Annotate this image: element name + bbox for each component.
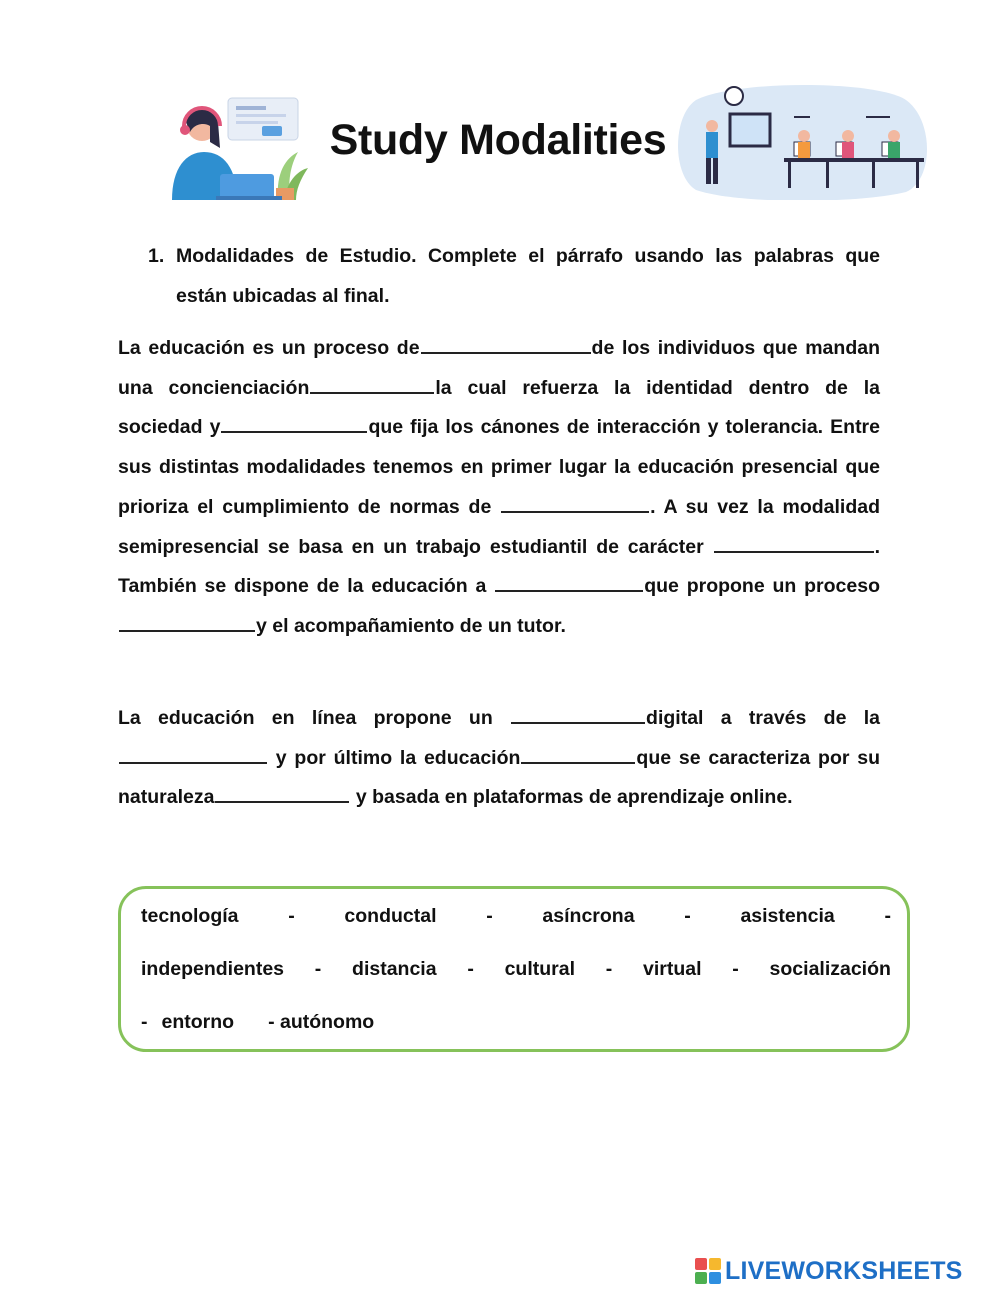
blank-input-4[interactable] [501, 494, 649, 513]
paragraph-2 [118, 699, 880, 818]
word-bank-item: socialización [769, 958, 891, 980]
word-bank-item: cultural [504, 958, 576, 980]
word-bank-row [141, 905, 891, 928]
liveworksheets-logo[interactable] [695, 1256, 963, 1286]
blank-input-3[interactable] [221, 414, 367, 433]
paragraph-text: digital a través de la [646, 707, 881, 729]
blank-input-10[interactable] [521, 745, 635, 764]
word-bank-item: conductal [344, 905, 437, 927]
word-bank-separator: - [288, 905, 295, 927]
word-bank-item: asíncrona [542, 905, 635, 927]
word-bank-separator: - [467, 958, 474, 980]
exercise-instruction [148, 236, 880, 316]
paragraph-text: que fija los cánones de interacción y tolerancia. Entre sus distintas modalidades tenemos en primer lugar la educación presencial que prioriza el cumplimiento de normas de [118, 416, 880, 518]
word-bank-separator: - [732, 958, 739, 980]
word-bank-item: virtual [643, 958, 702, 980]
blank-input-2[interactable] [310, 375, 434, 394]
paragraph-text: . También se dispone de la educación a [118, 535, 881, 598]
exercise-number: 1. [148, 245, 165, 267]
word-bank-separator: - [684, 905, 691, 927]
brand-name: LIVEWORKSHEETS [725, 1256, 963, 1285]
page-title: Study Modalities [329, 116, 667, 164]
brand-blocks-icon [695, 1258, 721, 1284]
paragraph-text: y por último la educación [275, 746, 521, 769]
instruction-text: Modalidades de Estudio. Complete el párrafo usando las palabras que están ubicadas al final. [176, 245, 880, 307]
paragraph-text: La educación es un proceso de [118, 337, 420, 359]
paragraph-text: . A su vez la modalidad semipresencial se basa en un trabajo estudiantil de carácter [118, 495, 880, 558]
word-bank-item: entorno [161, 1011, 235, 1033]
word-bank-separator: - [605, 958, 613, 980]
word-bank [118, 886, 910, 1052]
paragraph-1 [118, 329, 880, 647]
word-bank-row [141, 958, 891, 981]
paragraph-text: que se caracteriza por su naturaleza [118, 746, 881, 809]
paragraph-text: la cual refuerza la identidad dentro de la sociedad y [118, 376, 880, 439]
paragraph-text: y basada en plataformas de aprendizaje online. [355, 786, 793, 809]
classroom-illustration [676, 80, 934, 200]
blank-input-1[interactable] [421, 335, 591, 354]
blank-input-6[interactable] [495, 573, 643, 592]
word-bank-row [141, 1011, 891, 1034]
blank-input-11[interactable] [215, 784, 349, 803]
word-bank-separator: - [314, 958, 322, 980]
word-bank-item: asistencia [740, 905, 835, 927]
word-bank-item: tecnología [141, 905, 239, 927]
paragraph-text: La educación en línea propone un [118, 707, 493, 729]
worksheet-header [0, 70, 1000, 200]
word-bank-separator: - [141, 1011, 148, 1033]
paragraph-text: que propone un proceso [644, 575, 881, 598]
blank-input-9[interactable] [119, 745, 267, 764]
word-bank-separator: - [486, 905, 493, 927]
paragraph-text: y el acompañamiento de un tutor. [256, 614, 566, 637]
word-bank-item: - autónomo [268, 1011, 375, 1033]
paragraph-text: de los individuos que mandan una concienciación [118, 337, 880, 399]
blank-input-5[interactable] [714, 534, 874, 553]
blank-input-7[interactable] [119, 613, 255, 632]
word-bank-item: independientes [141, 958, 285, 980]
blank-input-8[interactable] [511, 705, 645, 724]
person-with-headset-illustration [158, 92, 308, 200]
word-bank-item: distancia [352, 958, 437, 980]
word-bank-separator: - [884, 905, 891, 927]
